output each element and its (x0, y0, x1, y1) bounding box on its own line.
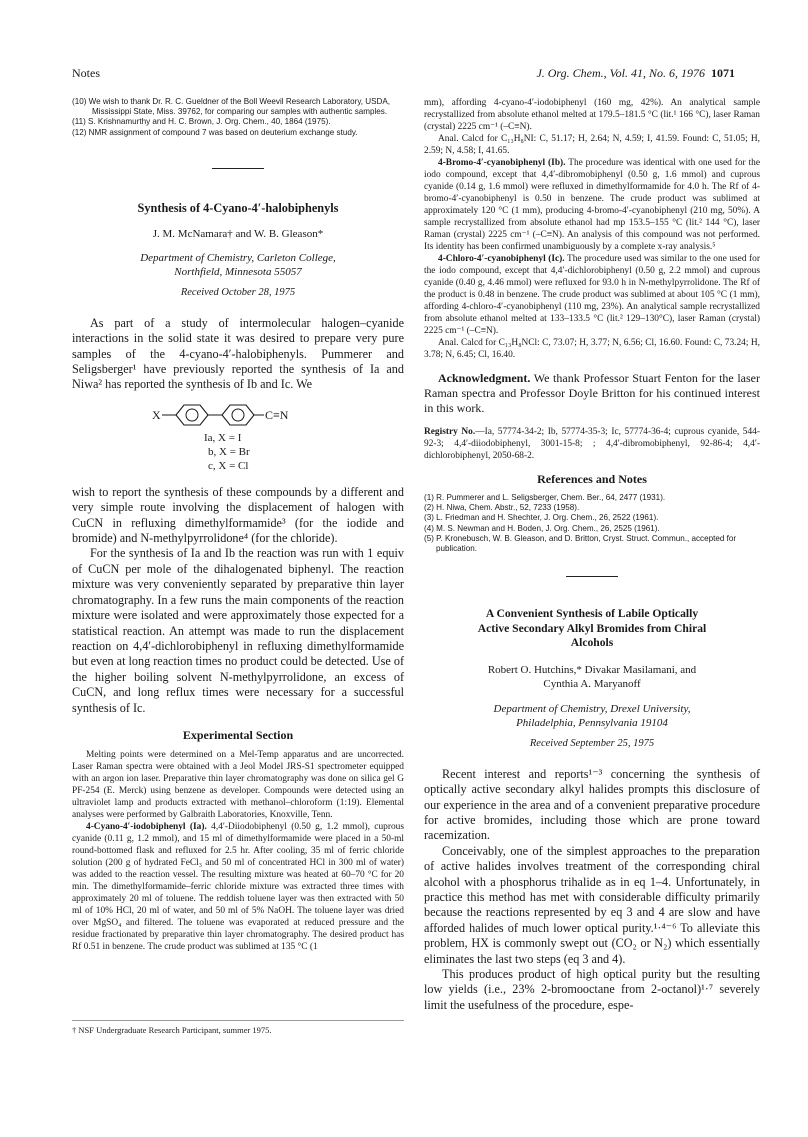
registry-text: —Ia, 57774-34-2; Ib, 57774-35-3; Ic, 57774-36-4; cuprous cyanide, 544-92-3; 4,4′-diiodobiphenyl, 3001-15-8; ; 4,4′-dibromobiphenyl, 92-86-4; 4,4′-dichlorobiphenyl, 2050-68-2. (424, 427, 760, 461)
experimental-continuation: mm), affording 4-cyano-4′-iodobiphenyl (160 mg, 42%). An analytical sample recrystallized from absolute ethanol melted at 179.5–181.5 °C (lit.¹ 166 °C), laser Raman (crystal) 2225 cm⁻¹ (–C≡N). (424, 98, 760, 132)
experimental-paragraph: Melting points were determined on a Mel-Temp apparatus and are uncorrected. Laser Raman spectra were obtained with a Jeol Model JRS-S1 spectrometer equipped with an argon ion laser. Preparative thin layer chromatography was done on silica gel G PF-254 (E. Merck) using benzene as developer. Compounds were detected using an ultraviolet lamp and products extracted with methanol–chloroform (1:19). Elemental analyses were performed by Galbraith Laboratories, Knoxville, Tenn. (72, 749, 404, 820)
article-affiliation (72, 251, 404, 279)
cyano-label: C≡N (265, 407, 289, 422)
procedure-text: 4,4′-Diiodobiphenyl (0.50 g, 1.2 mmol), cuprous cyanide (0.11 g, 1.2 mmol), and 15 ml of dimethylformamide were placed in a 50-ml round-bottomed flask and refluxed for 2.5 hr. After cooling, 35 ml of ferric chloride solution (200 g of hydrated FeCl₃ and 50 ml of concentrated HCl in 300 ml of water) was added to the reaction vessel. The resulting mixture was heated at 60–70 °C for 20 min. The dimethylformamide–ferric chloride mixture was extracted three times with approximately 20 ml of toluene. The reddish toluene layer was then extracted with 50 ml of 10% HCl, 20 ml of water, and 50 ml of 5% NaOH. The toluene layer was dried over MgSO₄ and filtered. The toluene was evaporated at reduced pressure and the residue fractionated by preparative thin layer chromatography. The desired product has Rf 0.51 in benzene. The crude product was sublimed at 135 °C (1 (72, 821, 404, 952)
affiliation-line: Department of Chemistry, Drexel University, (493, 702, 691, 715)
body-paragraph: wish to report the synthesis of these compounds by a different and very simple route involving the displacement of halogen with CuCN in refluxing dimethylformamide³ (for the iodide and bromide) and N-methylpyrrolidone⁴ (for the chloride). (72, 484, 404, 546)
affiliation-line: Northfield, Minnesota 55057 (174, 265, 302, 278)
experimental-section-heading: Experimental Section (182, 727, 294, 742)
references-list (424, 493, 760, 554)
intro-paragraph: As part of a study of intermolecular halogen–cyanide interactions in the solid state it was desired to prepare very pure samples of the 4-cyano-4′-halobiphenyls. Pummerer and Seligsberger¹ have previously reported the synthesis of Ia and Niwa² has reported the synthesis of Ib and Ic. We (72, 315, 404, 392)
procedure-text: The procedure was identical with one used for the iodo compound, except that 4,4′-dibromobiphenyl (0.50 g, 1.6 mmol) and cuprous cyanide (0.14 g, 1.6 mmol) were refluxed in dimethylformamide for 4.0 h. The Rf of 4-bromo-4′-cyanobiphenyl is 0.50 in benzene. The crude product was sublimed at approximately 120 °C (1 mm), producing 4-bromo-4′-cyanobiphenyl (210 mg, 50%). A sample recrystallized from absolute ethanol had mp 153.5–155 °C (lit.² 144 °C), laser Raman (crystal) 2225 cm⁻¹ (–C≡N). An analysis of this compound was not performed. Its identity has been confirmed unambiguously by a complete x-ray analysis.⁵ (424, 158, 760, 252)
affiliation-line: Department of Chemistry, Carleton College, (140, 251, 336, 264)
journal-citation: J. Org. Chem., Vol. 41, No. 6, 1976 (536, 66, 705, 80)
title-line: Active Secondary Alkyl Bromides from Chiral (477, 621, 707, 635)
experimental-paragraph-ia (72, 821, 404, 953)
compound-heading: 4-Chloro-4′-cyanobiphenyl (Ic). (438, 254, 565, 264)
note-11: (11) S. Krishnamurthy and H. C. Brown, J. Org. Chem., 40, 1864 (1975). (72, 117, 331, 127)
reference-item: (1) R. Pummerer and L. Seligsberger, Chem. Ber., 64, 2477 (1931). (424, 493, 666, 502)
reference-item: (4) M. S. Newman and H. Boden, J. Org. Chem., 26, 2525 (1961). (424, 523, 660, 533)
analysis-ic: Anal. Calcd for C₁₃H₈NCl: C, 73.07; H, 3.77; N, 6.56; Cl, 16.60. Found: C, 73.24; H, 3.78; N, 6.45; Cl, 16.40. (424, 338, 760, 360)
note-12: (12) NMR assignment of compound 7 was based on deuterium exchange study. (72, 127, 358, 137)
received-date: Received October 28, 1975 (180, 286, 296, 298)
right-column (424, 97, 760, 1013)
compound-legend (204, 431, 250, 473)
references-heading: References and Notes (537, 472, 647, 486)
experimental-paragraph-ic (424, 253, 760, 337)
body-paragraph: For the synthesis of Ia and Ib the reaction was run with 1 equiv of CuCN per mole of the dihalogenated biphenyl. The reaction mixture was very conveniently separated by preparative thin layer chromatography. In a few runs the main components of the reaction mixture were isolated and were approximately those expected for a statistical reaction. An attempt was made to run the displacement reaction on 4,4′-dichlorobiphenyl in refluxing dimethylformamide but even at long reaction times no product could be detected. Use of the higher boiling solvent N-methylpyrrolidone, an excess of CuCN, and long reflux times were necessary for a successful synthesis of Ic. (72, 546, 405, 715)
acknowledgment-heading: Acknowledgment. (438, 371, 531, 385)
left-column (72, 97, 404, 953)
reference-item: (3) L. Friedman and H. Shechter, J. Org. Chem., 26, 2522 (1961). (424, 513, 659, 523)
compound-heading: 4-Bromo-4′-cyanobiphenyl (Ib). (438, 158, 566, 168)
analysis-ia: Anal. Calcd for C₁₃H₈NI: C, 51.17; H, 2.64; N, 4.59; I, 41.59. Found: C, 51.05; H, 2.59; N, 4.58; I, 41.65. (424, 134, 760, 156)
acknowledgment-text: We thank Professor Stuart Fenton for the laser Raman spectra and Professor Doyle Britton for his continued interest in this work. (424, 371, 760, 415)
footnote: † NSF Undergraduate Research Participant, summer 1975. (72, 1020, 404, 1035)
legend-ia: Ia, X = I (204, 431, 242, 444)
registry-heading: Registry No. (424, 427, 476, 437)
article-authors (424, 663, 760, 691)
reference-item: (2) H. Niwa, Chem. Abstr., 52, 7233 (1958). (424, 503, 580, 513)
biphenyl-structure (72, 403, 404, 481)
compound-heading: 4-Cyano-4′-iodobiphenyl (Ia). (86, 821, 207, 832)
running-head-section: Notes (72, 66, 100, 80)
registry-numbers (424, 426, 760, 462)
article-divider (566, 576, 618, 577)
legend-ic: c, X = Cl (208, 459, 249, 472)
article-title (424, 607, 760, 651)
running-head-journal (536, 66, 735, 81)
acknowledgment (424, 371, 760, 416)
authors-line: Cynthia A. Maryanoff (543, 677, 641, 690)
received-date: Received September 25, 1975 (529, 737, 655, 749)
note-10: (10) We wish to thank Dr. R. C. Gueldner of the Boll Weevil Research Laboratory, USDA, Mississippi State, Miss. 39762, for comparing our samples with authentic samples. (72, 97, 391, 117)
title-line: Alcohols (570, 636, 614, 650)
procedure-text: The procedure used was similar to the one used for the iodo compound, except that 4,4′-dichlorobiphenyl (0.50 g, 2.2 mmol) and cuprous cyanide (0.40 g, 4.46 mmol) were refluxed for 93.0 h in N-methylpyrrolidone. The Rf of the product is 0.48 in benzene. The crude product was sublimed at about 105 °C (1 mm), affording 4-chloro-4′-cyanobiphenyl (110 mg, 23%). An analytical sample recrystallized from absolute ethanol melted at 133–133.5 °C (lit.² 129–130°C), laser Raman (crystal) 2225 cm⁻¹ (–C≡N). (424, 254, 760, 336)
previous-article-notes (72, 97, 404, 138)
affiliation-line: Philadelphia, Pennsylvania 19104 (516, 716, 668, 729)
page-number: 1071 (711, 66, 735, 80)
authors-line: Robert O. Hutchins,* Divakar Masilamani, and (487, 663, 697, 676)
article-title: Synthesis of 4-Cyano-4′-halobiphenyls (137, 200, 339, 215)
body-paragraph: This produces product of high optical purity but the resulting low yields (i.e., 23% 2-bromooctane from 2-octanol)¹·⁷ severely limit the usefulness of the procedure, espe- (424, 967, 760, 1012)
article-divider (212, 168, 264, 169)
substituent-x-label: X (152, 407, 161, 422)
title-line: A Convenient Synthesis of Labile Optically (485, 607, 699, 621)
body-paragraph: Conceivably, one of the simplest approaches to the preparation of active halides involves treatment of the corresponding chiral alcohol with a phosphorus trihalide as in eq 1–4. Unfortunately, in practice this method has met with considerable difficulty primarily because the reactions represented by eq 3 and 4 are slow and have afforded halides of much lower optical purity.¹·⁴⁻⁶ To alleviate this problem, HX is commonly swept out (CO₂ or N₂) which essentially eliminates the last two steps (eq 3 and 4). (424, 843, 760, 966)
legend-ib: b, X = Br (208, 445, 250, 458)
article-affiliation (424, 702, 760, 730)
body-paragraph: Recent interest and reports¹⁻³ concerning the synthesis of optically active secondary alkyl halides prompts this disclosure of our experience in the area and of a convenient preparative procedure for active bromides, including those which are prone toward racemization. (424, 766, 760, 843)
experimental-paragraph-ib (424, 157, 760, 253)
article-authors: J. M. McNamara† and W. B. Gleason* (152, 227, 324, 240)
reference-item: (5) P. Kronebusch, W. B. Gleason, and D. Britton, Cryst. Struct. Commun., accepted for publication. (424, 533, 737, 554)
